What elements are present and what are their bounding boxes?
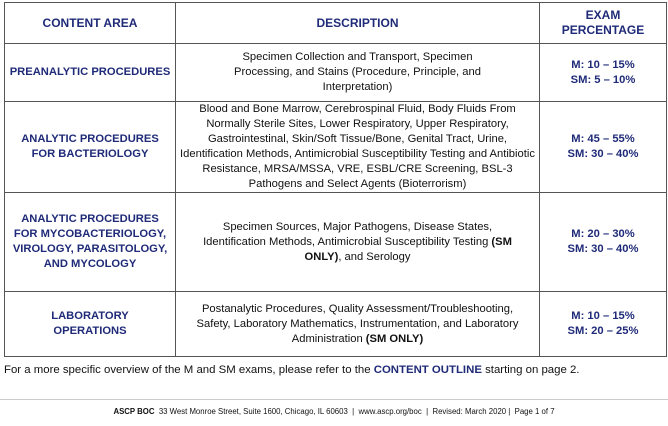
table-row — [5, 44, 667, 102]
content-area: PREANALYTIC PROCEDURES — [5, 44, 176, 102]
outline-note: For a more specific overview of the M and SM exams, please refer to the CONTENT OUTLINE starting on page 2. — [4, 364, 580, 376]
description: Postanalytic Procedures, Quality Assessment/Troubleshooting, Safety, Laboratory Mathematics, Instrumentation, and Laboratory Administration (SM ONLY) — [176, 292, 540, 357]
exam-percentage: M: 20 – 30% SM: 30 – 40% — [540, 193, 667, 292]
exam-percentage: M: 45 – 55% SM: 30 – 40% — [540, 102, 667, 193]
header-exam-percentage: EXAM PERCENTAGE — [540, 3, 667, 44]
description: Blood and Bone Marrow, Cerebrospinal Fluid, Body Fluids From Normally Sterile Sites, Lower Respiratory, Upper Respiratory, Gastrointestinal, Skin/Soft Tissue/Bone, Genital Tract, Urine, Identification Methods, Antimicrobial Susceptibility Testing and Antibiotic Resistance, MRSA/MSSA, VRE, ESBL/CRE Screening, BSL-3 Pathogens and Select Agents (Bioterrorism) — [176, 102, 540, 193]
footer-divider — [0, 399, 668, 400]
content-area: LABORATORY OPERATIONS — [5, 292, 176, 357]
table-row — [5, 193, 667, 292]
table-row — [5, 292, 667, 357]
table-header — [5, 3, 667, 44]
description: Specimen Collection and Transport, Specimen Processing, and Stains (Procedure, Principle, and Interpretation) — [176, 44, 540, 102]
content-area: ANALYTIC PROCEDURES FOR BACTERIOLOGY — [5, 102, 176, 193]
description: Specimen Sources, Major Pathogens, Disease States, Identification Methods, Antimicrobial Susceptibility Testing (SM ONLY), and Serology — [176, 193, 540, 292]
header-description: DESCRIPTION — [176, 3, 540, 44]
exam-percentage: M: 10 – 15% SM: 5 – 10% — [540, 44, 667, 102]
content-outline-link[interactable]: CONTENT OUTLINE — [373, 364, 482, 376]
table-row — [5, 102, 667, 193]
header-content-area: CONTENT AREA — [5, 3, 176, 44]
content-area-table — [4, 2, 667, 357]
content-area: ANALYTIC PROCEDURES FOR MYCOBACTERIOLOGY, VIROLOGY, PARASITOLOGY, AND MYCOLOGY — [5, 193, 176, 292]
page-footer: ASCP BOC 33 West Monroe Street, Suite 1600, Chicago, IL 60603 | www.ascp.org/boc | Revised: March 2020 | Page 1 of 7 — [113, 407, 555, 416]
exam-percentage: M: 10 – 15% SM: 20 – 25% — [540, 292, 667, 357]
